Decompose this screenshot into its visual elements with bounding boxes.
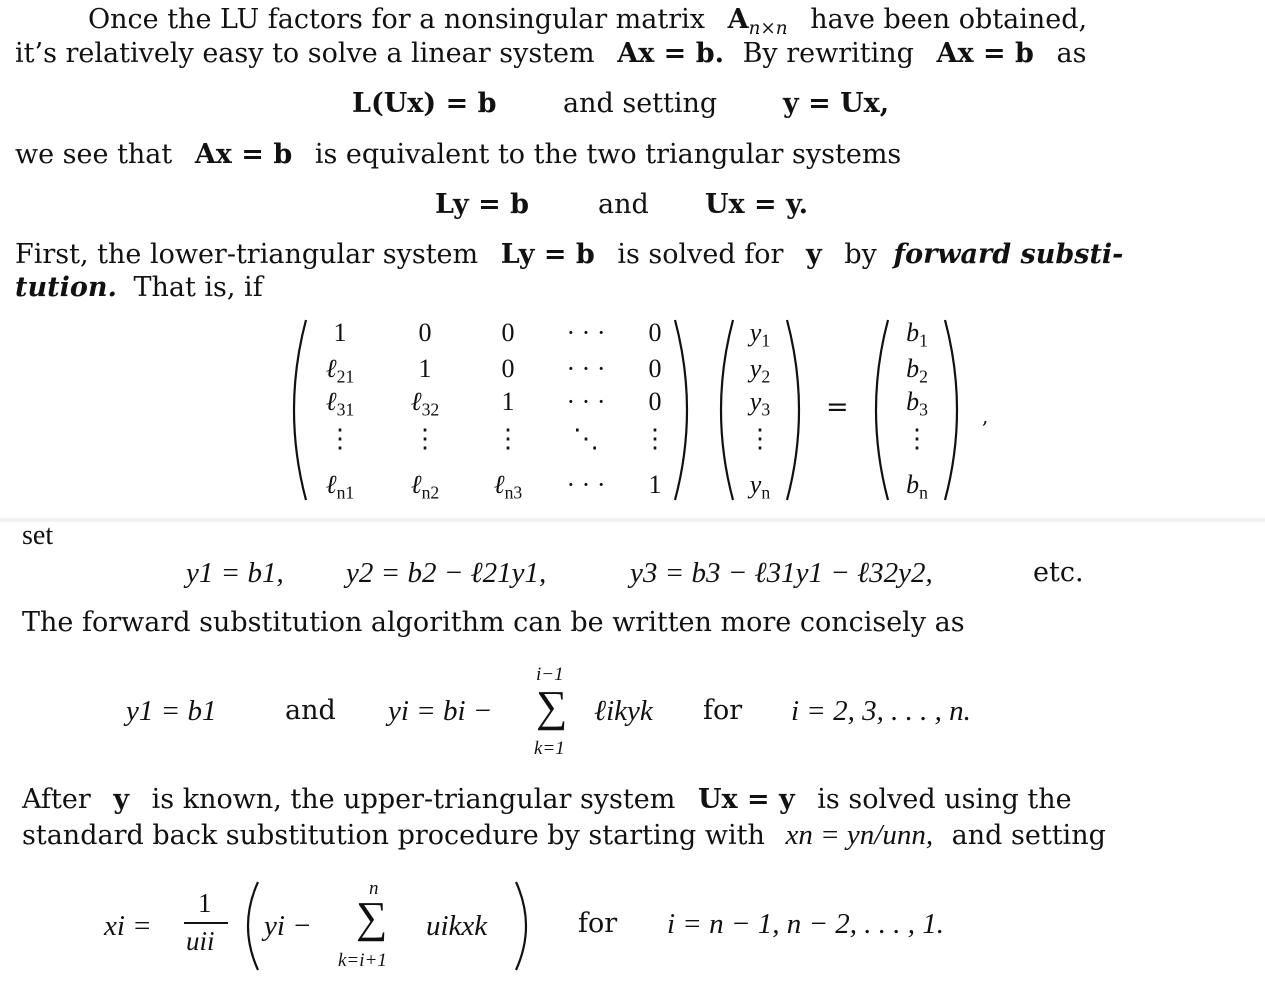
matrix-l-cell: · · ·: [566, 470, 606, 499]
paragraph-5-line-1: [22, 784, 1072, 815]
matrix-l-cell: 1: [418, 354, 432, 383]
eq4-range: i = 2, 3, . . . , n.: [791, 695, 971, 727]
matrix-l-cell: ℓ$_{32}$: [410, 387, 440, 420]
text-standard: standard back substitution procedure by starting with: [22, 820, 765, 851]
matrix-l-cell: · · ·: [566, 387, 606, 416]
text-equiv: is equivalent to the two triangular systems: [314, 139, 902, 170]
eq5-sum-top: n: [369, 878, 379, 899]
eq5-numerator: 1: [198, 888, 212, 918]
eq3-a: y1 = b1,: [186, 557, 284, 589]
matrix-l-cell: ⋱: [573, 424, 599, 453]
text-that: That is, if: [133, 272, 263, 303]
eq5-for: for: [578, 908, 618, 939]
text-as: as: [1056, 38, 1087, 69]
text-first: First, the lower-triangular system: [15, 239, 479, 270]
eq3-b: y2 = b2 − ℓ21y1,: [346, 557, 547, 589]
math-uxy: Ux = y: [697, 784, 795, 815]
eq4-term: ℓikyk: [594, 695, 653, 727]
vector-b-cell: $b_2$: [906, 354, 928, 387]
eq4-lhs: yi = bi −: [388, 695, 493, 727]
eq5-denominator: uii: [186, 926, 215, 956]
text-solved-using: is solved using the: [817, 784, 1072, 815]
matrix-l-cell: ℓ$_{n3}$: [493, 470, 523, 503]
text-once: Once the LU factors for a nonsingular matrix: [88, 4, 706, 35]
matrix-l-cell: 0: [648, 354, 662, 383]
eq5-left-paren: [248, 882, 258, 970]
matrix-l-cell: ⋮: [412, 424, 438, 453]
vector-y-cell: ⋮: [747, 424, 773, 453]
text-its: it’s relatively easy to solve a linear system: [15, 38, 595, 69]
paragraph-4: The forward substitution algorithm can be written more concisely as: [22, 607, 965, 638]
eq5-right-paren: [516, 882, 526, 970]
vector-y-cell: $y_n$: [749, 470, 771, 503]
math-axb: Ax = b.: [617, 38, 724, 69]
vector-b-cell: ⋮: [904, 424, 930, 453]
eq5-yi: yi −: [264, 910, 312, 942]
math-a: $A_{n\times n}$: [727, 4, 788, 39]
vector-b-cell: $b_3$: [906, 387, 928, 420]
matrix-l-cell: ℓ$_{21}$: [325, 354, 355, 387]
eq4-sum-top: i−1: [536, 664, 564, 685]
text-we: we see that: [15, 139, 173, 170]
l-left-paren: [294, 320, 306, 500]
math-y-2: y: [113, 784, 130, 815]
eq5-sigma: ∑: [356, 893, 388, 942]
matrix-l-cell: 1: [501, 387, 515, 416]
eq5-term: uikxk: [426, 910, 488, 942]
math-axb-2: Ax = b: [936, 38, 1034, 69]
eq4-for: for: [703, 695, 743, 726]
matrix-l-cell: 0: [648, 387, 662, 416]
matrix-l-cell: ℓ$_{n1}$: [325, 470, 355, 503]
matrix-l-cell: ⋮: [642, 424, 668, 453]
text-known: is known, the upper-triangular system: [151, 784, 676, 815]
eq1-left: L(Ux) = b: [352, 88, 497, 119]
vector-y-cell: $y_2$: [749, 354, 771, 387]
eq5-sum-bot: k=i+1: [338, 950, 387, 971]
matrix-l-cell: 0: [648, 318, 662, 347]
matrix-l-cell: ℓ$_{n2}$: [410, 470, 440, 503]
matrix-l-cell: · · ·: [566, 318, 606, 347]
eq4-sum-bot: k=1: [534, 738, 565, 759]
text-solved: is solved for: [617, 239, 784, 270]
math-xn: xn = yn/unn,: [785, 819, 934, 851]
matrix-equals: =: [826, 392, 849, 423]
eq5-xi: xi =: [104, 910, 152, 942]
math-lyb: Ly = b: [500, 239, 595, 270]
math-y: y: [806, 239, 822, 270]
eq2-left: Ly = b: [435, 189, 530, 220]
matrix-l-cell: 1: [333, 318, 347, 347]
matrix-l-cell: 0: [501, 318, 515, 347]
vector-b-cell: $b_1$: [906, 318, 928, 351]
math-axb-3: Ax = b: [194, 139, 293, 170]
text-have: have been obtained,: [810, 4, 1088, 35]
eq3-etc: etc.: [1033, 557, 1084, 588]
eq2-mid: and: [598, 189, 649, 220]
text-set: set: [22, 520, 54, 551]
eq1-right: y = Ux,: [783, 88, 890, 119]
eq4-a: y1 = b1: [126, 695, 217, 727]
matrix-comma: ,: [982, 404, 989, 428]
vector-b-cell: $b_n$: [906, 470, 928, 503]
text-after: After: [22, 784, 91, 815]
eq4-sigma: ∑: [536, 682, 568, 731]
eq1-mid: and setting: [563, 88, 718, 119]
matrix-l-cell: ⋮: [495, 424, 521, 453]
eq5-range: i = n − 1, n − 2, . . . , 1.: [667, 908, 945, 940]
text-and-setting: and setting: [951, 820, 1106, 851]
section-divider: [0, 518, 1265, 522]
matrix-l-cell: · · ·: [566, 354, 606, 383]
term-tution: tution.: [15, 272, 117, 303]
text-by: by: [844, 239, 877, 270]
matrix-l-cell: ⋮: [327, 424, 353, 453]
text-rewriting: By rewriting: [742, 38, 914, 69]
matrix-l-cell: 0: [418, 318, 432, 347]
term-forward-substitution: forward substi-: [893, 239, 1124, 270]
matrix-l-cell: 1: [648, 470, 662, 499]
matrix-l-cell: 0: [501, 354, 515, 383]
eq3-c: y3 = b3 − ℓ31y1 − ℓ32y2,: [630, 557, 933, 589]
eq5-fraction-bar: [184, 922, 228, 924]
vector-y-cell: $y_3$: [749, 387, 771, 420]
eq4-and: and: [285, 695, 336, 726]
paragraph-5-line-2: [22, 819, 1106, 852]
eq2-right: Ux = y.: [705, 189, 809, 220]
vector-y-cell: $y_1$: [749, 318, 771, 351]
matrix-l-cell: ℓ$_{31}$: [325, 387, 355, 420]
